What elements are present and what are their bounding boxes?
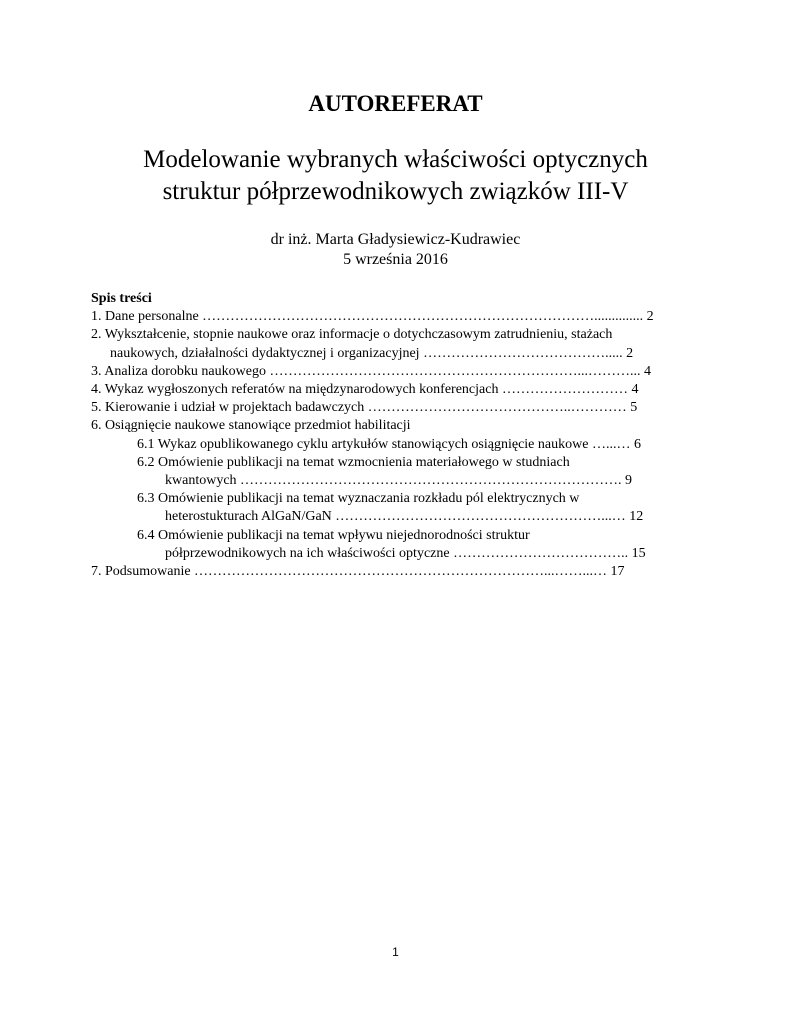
subtitle-line-2: struktur półprzewodnikowych związków III-V (162, 178, 629, 205)
toc-entry-6: 6. Osiągnięcie naukowe stanowiące przedmiot habilitacji (91, 418, 411, 434)
toc-entry-6-2-continued: kwantowych ………………………………………………………………………. 9 (165, 473, 633, 489)
toc-entry-6-4: 6.4 Omówienie publikacji na temat wpływu niejednorodności struktur (137, 527, 530, 543)
toc-entry-1: 1. Dane personalne ………………………………………………………………………….............. 2 (91, 309, 654, 325)
author-name: dr inż. Marta Gładysiewicz-Kudrawiec (270, 231, 521, 248)
toc-entry-4: 4. Wykaz wygłoszonych referatów na międzynarodowych konferencjach ……………………… 4 (91, 382, 639, 398)
document-subtitle (0, 144, 791, 208)
toc-entry-6-3-continued: heterostukturach AlGaN/GaN …………………………………………………...… 12 (165, 509, 644, 525)
toc-entry-3: 3. Analiza dorobku naukowego …………………………………………………………...………... 4 (91, 363, 651, 379)
document-date: 5 września 2016 (343, 251, 448, 268)
toc-entry-2: 2. Wykształcenie, stopnie naukowe oraz informacje o dotychczasowym zatrudnieniu, stażach (91, 327, 613, 343)
toc-entry-5: 5. Kierowanie i udział w projektach badawczych ……………………………………..………… 5 (91, 400, 638, 416)
table-of-contents (91, 290, 701, 581)
toc-entry-6-4-continued: półprzewodnikowych na ich właściwości optyczne ……………………………….. 15 (165, 545, 646, 561)
toc-entry-6-1: 6.1 Wykaz opublikowanego cyklu artykułów stanowiących osiągnięcie naukowe …...… 6 (137, 436, 641, 452)
author-block (0, 230, 791, 270)
document-title: AUTOREFERAT (308, 91, 483, 116)
toc-entry-7: 7. Podsumowanie …………………………………………………………………...……...… 17 (91, 564, 625, 580)
page-number: 1 (392, 945, 399, 959)
toc-entry-2-continued: naukowych, działalności dydaktycznej i organizacyjnej …………………………………..... 2 (110, 345, 634, 361)
toc-heading: Spis treści (91, 291, 152, 306)
toc-entry-6-2: 6.2 Omówienie publikacji na temat wzmocnienia materiałowego w studniach (137, 454, 570, 470)
toc-entry-6-3: 6.3 Omówienie publikacji na temat wyznaczania rozkładu pól elektrycznych w (137, 491, 580, 507)
subtitle-line-1: Modelowanie wybranych właściwości optycznych (143, 146, 648, 173)
